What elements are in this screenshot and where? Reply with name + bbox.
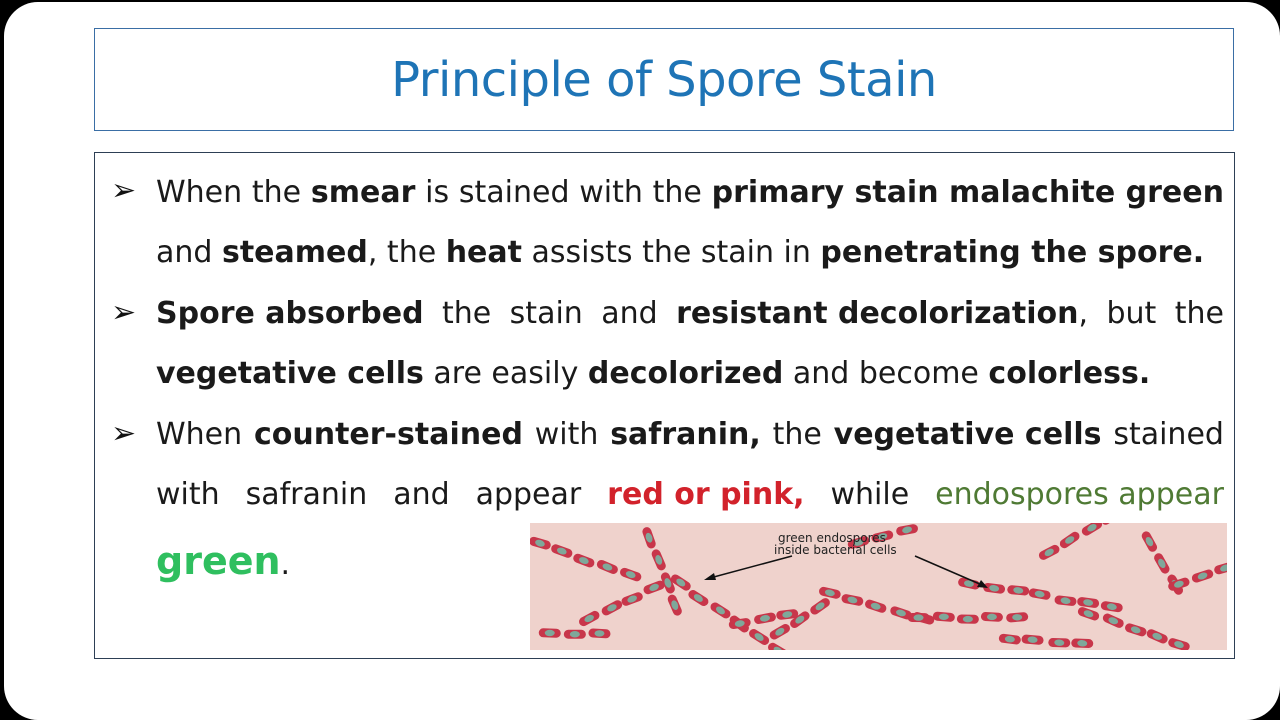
bullet-1-line-1: When the smear is stained with the primary stain malachite green (156, 175, 1224, 210)
bullet-3-line-2: with safranin and appear red or pink, while endospores appear (156, 477, 1224, 512)
red-or-pink-text: red or pink, (607, 477, 805, 512)
slide (4, 2, 1280, 720)
bullet-3-line-3: green. (156, 539, 291, 583)
bullet-arrow-icon: ➢ (111, 173, 137, 208)
endospore (1012, 614, 1022, 620)
endospore (963, 616, 973, 622)
bullet-2-line-2: vegetative cells are easily decolorized and become colorless. (156, 356, 1151, 391)
bullet-2-line-1: Spore absorbed the stain and resistant decolorization, but the (156, 296, 1224, 331)
endospores-appear-text: endospores appear (935, 477, 1224, 512)
endospore (570, 631, 580, 637)
endospore (987, 614, 997, 620)
title-box (94, 28, 1234, 131)
content-box (94, 152, 1235, 659)
endospore (545, 630, 555, 636)
endospore (914, 614, 924, 620)
image-label-line-2: inside bacterial cells (774, 543, 897, 557)
bullet-1-line-2: and steamed, the heat assists the stain in penetrating the spore. (156, 235, 1205, 270)
green-word: green (156, 539, 281, 583)
spore-stain-micrograph (530, 523, 1227, 650)
micrograph-image (530, 523, 1227, 650)
endospore (594, 630, 604, 636)
bullet-arrow-icon: ➢ (111, 295, 137, 330)
bullet-3-line-1: When counter-stained with safranin, the vegetative cells stained (156, 417, 1224, 452)
endospore (939, 614, 949, 620)
bullet-arrow-icon: ➢ (111, 416, 137, 451)
slide-title: Principle of Spore Stain (391, 51, 937, 108)
image-label-line-1: green endospores (778, 531, 886, 545)
